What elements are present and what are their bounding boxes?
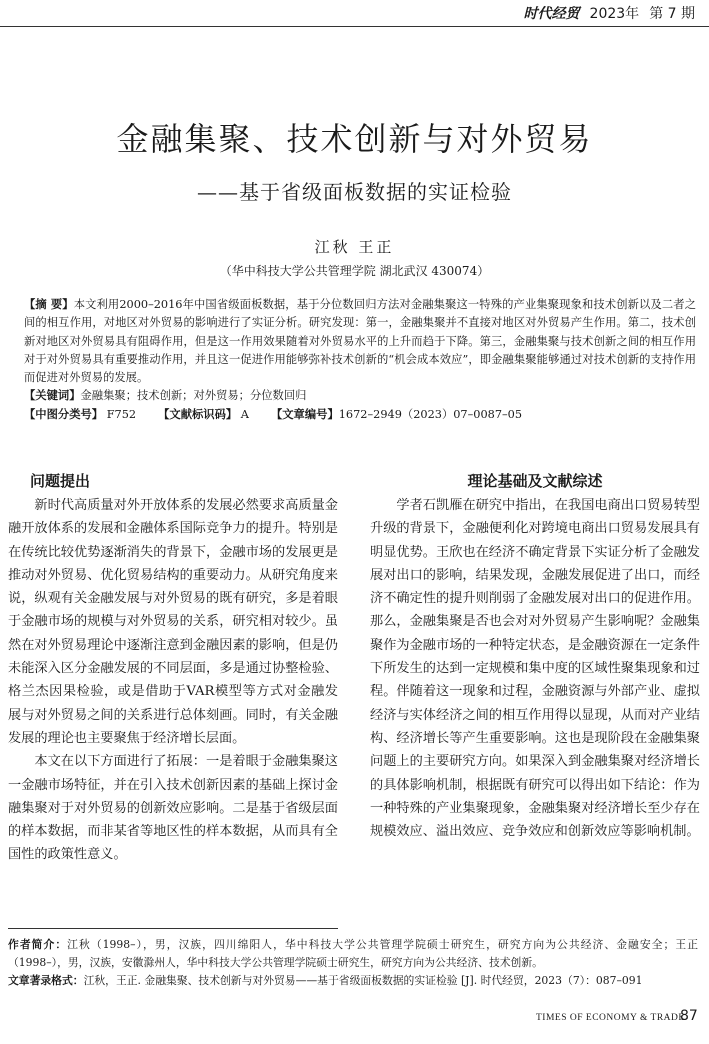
clc-code [24, 406, 136, 424]
footnote-divider [8, 928, 338, 929]
paragraph: 学者石凯雁在研究中指出，在我国电商出口贸易转型升级的背景下，金融便利化对跨境电商出口贸易发展具有明显优势。王欣也在经济不确定背景下实证分析了金融发展对出口的影响，结果发现，金融发展促进了出口，而经济不确定性的提升则削弱了金融发展对出口的促进作用。那么，金融集聚是否也会对对外贸易产生影响呢？金融集聚作为金融市场的一种特定状态，是金融资源在一定条件下所发生的达到一定规模和集中度的区域性聚集现象和过程。伴随着这一现象和过程，金融资源与外部产业、虚拟经济与实体经济之间的相互作用得以显现，从而对产业结构、经济增长等产生重要影响。这也是现阶段在金融集聚问题上的主要研究方向。如果深入到金融集聚对经济增长的具体影响机制，根据既有研究可以得出如下结论：作为一种特殊的产业集聚现象，金融集聚对经济增长至少存在规模效应、溢出效应、竞争效应和创新效应等影响机制。 [370, 498, 700, 840]
article-number [271, 406, 522, 424]
doc-code [158, 406, 249, 424]
author-bio-text: 江秋（1998–），男，汉族，四川绵阳人，华中科技大学公共管理学院硕士研究生，研究方向为公共经济、金融安全；王正（1998–），男，汉族，安徽滁州人，华中科技大学公共管理学院硕士研究生，研究方向为公共经济、技术创新。 [8, 938, 698, 969]
keywords [24, 387, 696, 405]
citation-format [8, 972, 698, 990]
clc-label: 【中图分类号】 [24, 407, 104, 421]
left-column [8, 470, 338, 867]
citation-text: 江秋，王正. 金融集聚、技术创新与对外贸易——基于省级面板数据的实证检验 [J]. 时代经贸，2023（7）：087–091 [83, 973, 643, 987]
classification-line [24, 406, 696, 424]
paragraph: 新时代高质量对外开放体系的发展必然要求高质量金融开放体系的发展和金融体系国际竞争力的提升。特别是在传统比较优势逐渐消失的背景下，金融市场的发展更是推动对外贸易、优化贸易结构的重要动力。从研究角度来说，纵观有关金融发展与对外贸易的既有研究，多是着眼于金融市场的规模与对外贸易的关系，研究相对较少。虽然在对外贸易理论中逐渐注意到金融因素的影响，但是仍未能深入区分金融发展的不同层面，多是通过协整检验、格兰杰因果检验，或是借助于VAR模型等方式对金融发展与对外贸易之间的关系进行总体刻画。同时，有关金融发展的理论也主要聚焦于经济增长层面。 [8, 498, 338, 746]
footer-journal-name: TIMES OF ECONOMY & TRADE [536, 1013, 685, 1023]
article-number-value: 1672–2949（2023）07–0087–05 [338, 407, 523, 421]
section-heading-problem: 问题提出 [30, 472, 91, 490]
affiliation: （华中科技大学公共管理学院 湖北武汉 430074） [219, 264, 490, 278]
abstract-text: 本文利用2000–2016年中国省级面板数据，基于分位数回归方法对金融集聚这一特殊的产业集聚现象和技术创新以及二者之间的相互作用，对地区对外贸易的影响进行了实证分析。研究发现：第一，金融集聚并不直接对地区对外贸易产生作用。第二，技术创新对地区对外贸易具有阻碍作用，但是这一作用效果随着对外贸易水平的上升而趋于下降。第三，金融集聚与技术创新之间的相互作用对于对外贸易具有重要推动作用，并且这一促进作用能够弥补技术创新的“机会成本效应”，即金融集聚能够通过对技术创新的支持作用而促进对外贸易的发展。 [24, 298, 697, 385]
abstract [24, 296, 696, 387]
issue-year: 2023年 [589, 6, 640, 22]
article-number-label: 【文章编号】 [270, 407, 339, 421]
abstract-label: 【摘 要】 [24, 298, 74, 311]
author-bio-label: 作者简介： [8, 938, 68, 951]
footnotes [8, 936, 698, 989]
paragraph: 本文在以下方面进行了拓展：一是着眼于金融集聚这一金融市场特征，并在引入技术创新因素的基础上探讨金融集聚对于对外贸易的创新效应影响。二是基于省级层面的样本数据，而非某省等地区性的样本数据，从而具有全国性的政策性意义。 [8, 754, 338, 863]
abstract-block [24, 296, 696, 424]
section-heading-theory: 理论基础及文献综述 [467, 472, 603, 490]
citation-label: 文章著录格式： [8, 973, 84, 987]
page-number: 87 [680, 1008, 698, 1024]
keywords-text: 金融集聚；技术创新；对外贸易；分位数回归 [80, 389, 307, 403]
doc-label: 【文献标识码】 [158, 407, 238, 421]
issue-number: 第 7 期 [649, 6, 695, 22]
doc-value: A [240, 407, 249, 421]
article-title: 金融集聚、技术创新与对外贸易 [116, 120, 593, 158]
page-header [0, 0, 709, 27]
article-subtitle: ——基于省级面板数据的实证检验 [197, 180, 512, 204]
clc-value: F752 [106, 407, 137, 421]
keywords-label: 【关键词】 [24, 389, 81, 403]
right-column [370, 470, 700, 843]
author-bio [8, 936, 698, 972]
journal-name: 时代经贸 [523, 6, 580, 22]
authors: 江秋 王正 [314, 238, 395, 256]
